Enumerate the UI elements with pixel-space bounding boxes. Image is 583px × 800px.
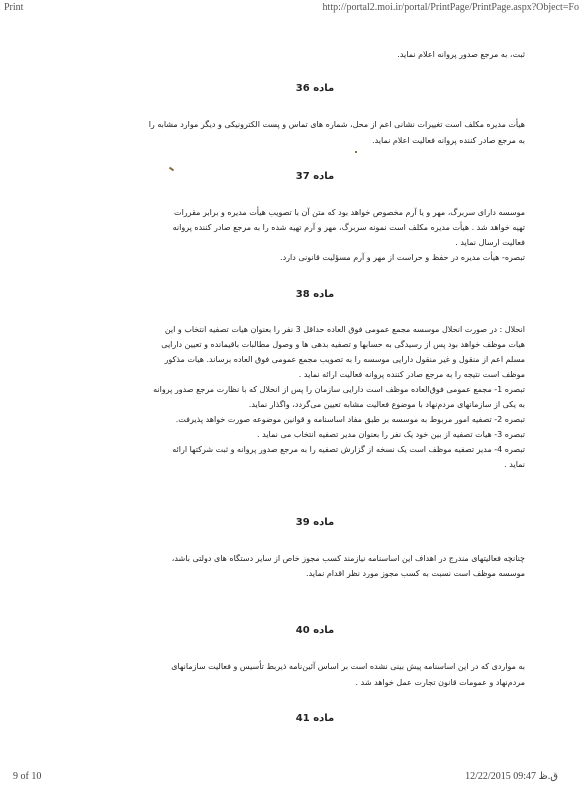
scan-speck: [355, 151, 357, 153]
intro-line: ثبت، به مرجع صدور پروانه اعلام نماید.: [397, 50, 525, 59]
article-38-title: ماده 38: [295, 289, 335, 300]
article-37-heading: [105, 170, 525, 184]
article-36-heading: [105, 82, 525, 96]
article-38-note-3: تبصره 3- هیات تصفیه از بین خود یک نفر را بعنوان مدیر تصفیه انتخاب می نماید .: [257, 430, 525, 439]
print-url: http://portal2.moi.ir/portal/PrintPage/PrintPage.aspx?Object=Fo: [322, 2, 579, 13]
article-40-title: ماده 40: [295, 625, 335, 636]
article-38-line-2: هیات موظف خواهد بود پس از رسیدگی به حسابها و تصفیه بدهی ها و وصول مطالبات باقیمانده و تعیین دارایی: [161, 340, 525, 349]
article-37-line-1: موسسه دارای سربرگ، مهر و یا آرم مخصوص خواهد بود که متن آن با تصویب هیأت مدیره و برابر مقررات: [174, 208, 525, 217]
article-39-line-2: موسسه موظف است نسبت به کسب مجوز مورد نظر اقدام نماید.: [306, 569, 525, 578]
article-36-line-1: هیأت مدیره مکلف است تغییرات نشانی اعم از محل، شماره های تماس و پست الکترونیکی و دیگر موارد مشابه را: [148, 120, 525, 129]
article-37-line-3: فعالیت ارسال نماید .: [455, 238, 525, 247]
article-37-line-2: تهیه خواهد شد . هیأت مدیره مکلف است نمونه سربرگ، مهر و آرم تهیه شده را به مرجع صادر کننده پروانه: [172, 223, 525, 232]
article-39-line-1: چنانچه فعالیتهای مندرج در اهداف این اساسنامه نیازمند کسب مجوز خاص از سایر دستگاه های دولتی باشد،: [171, 554, 525, 563]
print-datetime: 12/22/2015 09:47 ق.ظ: [465, 771, 558, 782]
article-37-title: ماده 37: [295, 171, 335, 182]
article-38-note-1-line-1: تبصره 1- مجمع عمومی فوق‌العاده موظف است دارایی سازمان را پس از انحلال که با نظارت مرجع صدور پروانه: [153, 385, 525, 394]
page-number: 9 of 10: [13, 771, 42, 782]
article-38-note-4-line-2: نماید .: [504, 460, 525, 469]
article-38-line-1: انحلال : در صورت انحلال موسسه مجمع عمومی فوق العاده حداقل 3 نفر را بعنوان هیات تصفیه انتخاب و این: [164, 325, 525, 334]
article-38-note-4-line-1: تبصره 4- مدیر تصفیه موظف است یک نسخه از گزارش تصفیه را به مرجع صدور پروانه و ثبت شرکتها ارائه: [172, 445, 525, 454]
article-37-line-4: تبصره- هیأت مدیره در حفظ و حراست از مهر و آرم مسؤلیت قانونی دارد.: [280, 253, 525, 262]
article-41-title: ماده 41: [295, 713, 335, 724]
article-38-note-2: تبصره 2- تصفیه امور مربوط به موسسه بر طبق مفاد اساسنامه و قوانین موضوعه صورت خواهد پذیرفت.: [175, 415, 525, 424]
article-38-line-4: موظف است نتیجه را به مرجع صادر کننده پروانه فعالیت ارائه نماید .: [298, 370, 525, 379]
article-40-line-1: به مواردی که در این اساسنامه پیش بینی نشده است بر اساس آئین‌نامه ذیربط تأسیس و فعالیت سازمانهای: [171, 662, 525, 671]
article-39-title: ماده 39: [295, 517, 335, 528]
article-38-line-3: مسلم اعم از منقول و غیر منقول دارایی موسسه را به تصویب مجمع عمومی فوق العاده برساند. هیات مذکور: [164, 355, 525, 364]
article-38-note-1-line-2: به یکی از سازمانهای مردم‌نهاد با موضوع فعالیت مشابه تعیین می‌گردد، واگذار نماید.: [248, 400, 525, 409]
article-40-heading: [105, 624, 525, 638]
article-41-heading: [105, 712, 525, 726]
article-39-heading: [105, 516, 525, 530]
print-label: Print: [4, 2, 24, 13]
article-36-line-2: به مرجع صادر کننده پروانه فعالیت اعلام نماید.: [372, 136, 525, 145]
article-38-heading: [105, 288, 525, 302]
article-36-title: ماده 36: [295, 83, 335, 94]
document-body: [105, 0, 525, 800]
article-40-line-2: مردم‌نهاد و عمومات قانون تجارت عمل خواهد شد .: [355, 678, 525, 687]
